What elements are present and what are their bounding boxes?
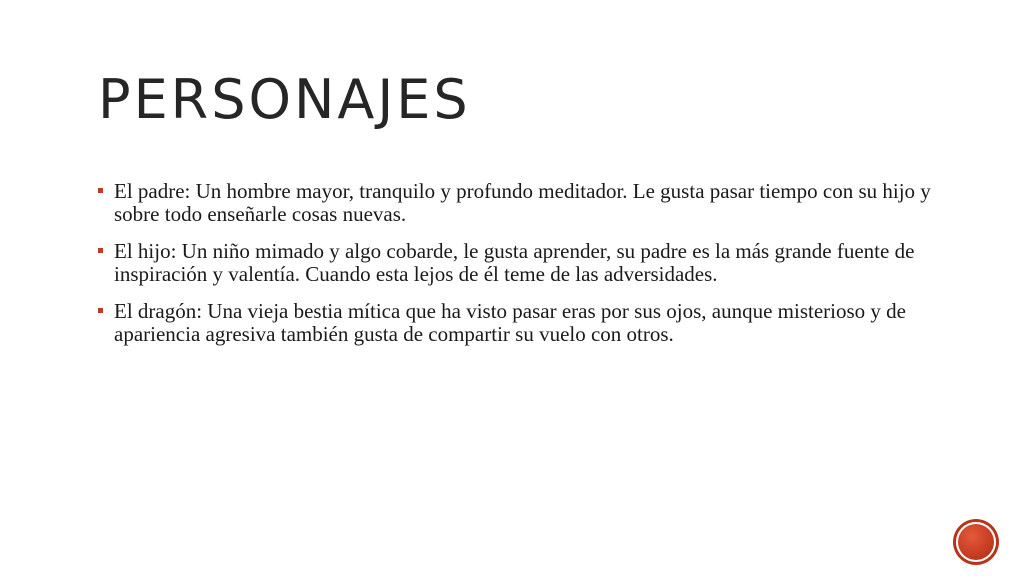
list-item [98, 240, 938, 286]
slide-title: PERSONAJES [98, 68, 471, 131]
bullet-text: El dragón: Una vieja bestia mítica que ha visto pasar eras por sus ojos, aunque misterioso y de apariencia agresiva también gusta de compartir su vuelo con otros. [114, 299, 906, 346]
bullet-text: El padre: Un hombre mayor, tranquilo y profundo meditador. Le gusta pasar tiempo con su hijo y sobre todo enseñarle cosas nuevas. [114, 179, 931, 226]
square-bullet-icon [98, 308, 103, 313]
square-bullet-icon [98, 248, 103, 253]
bullet-list [98, 180, 938, 360]
list-item [98, 180, 938, 226]
square-bullet-icon [98, 188, 103, 193]
list-item [98, 300, 938, 346]
bullet-text: El hijo: Un niño mimado y algo cobarde, le gusta aprender, su padre es la más grande fuente de inspiración y valentía. Cuando esta lejos de él teme de las adversidades. [114, 239, 915, 286]
slide-number-circle-icon [956, 522, 996, 562]
